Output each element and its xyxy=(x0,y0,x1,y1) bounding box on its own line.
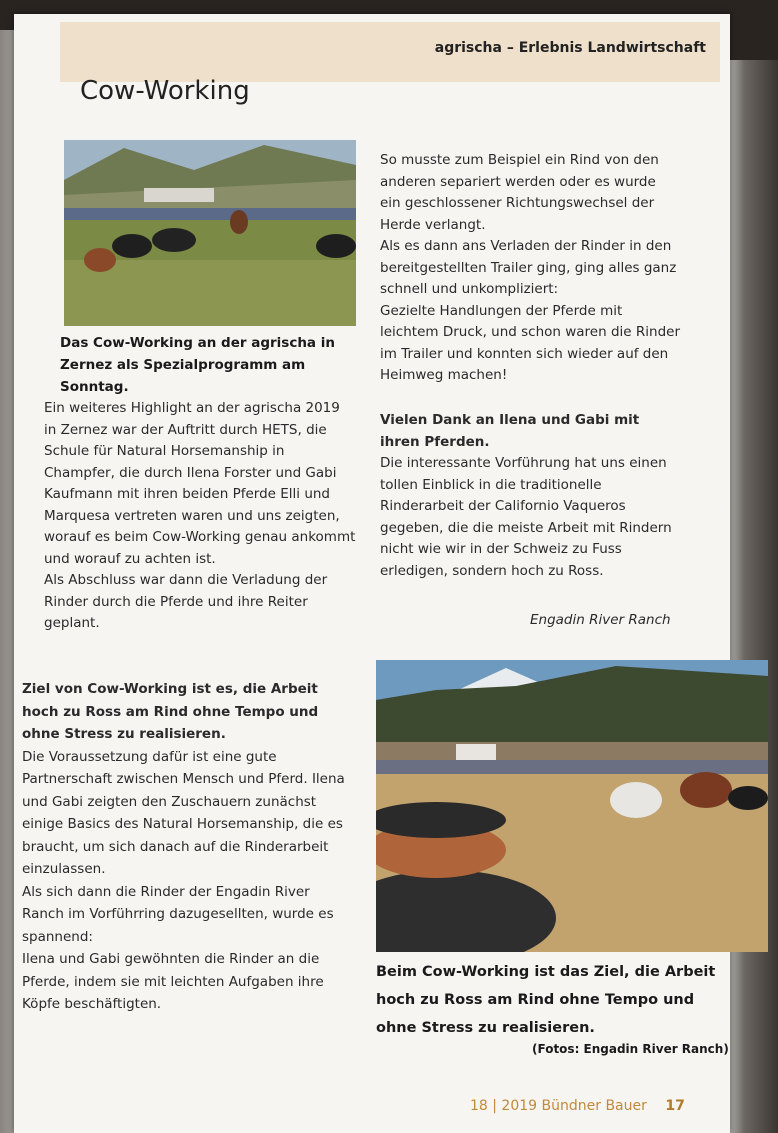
thanks-heading: Vielen Dank an Ilena und Gabi mit ihren Pferden. xyxy=(380,412,640,450)
left-column-upper xyxy=(44,398,356,635)
photo-credit: (Fotos: Engadin River Ranch) xyxy=(532,1042,729,1056)
paragraph: Gezielte Handlungen der Pferde mit leichtem Druck, und schon waren die Rinder im Trailer und konnten sich wieder auf den Heimweg machen! xyxy=(380,302,680,383)
paragraph: Als sich dann die Rinder der Engadin River Ranch im Vorführring dazugesellten, wurde es spannend: xyxy=(22,883,334,945)
right-column-upper xyxy=(380,150,680,387)
photo-riders-with-cattle xyxy=(376,660,768,952)
page-footer xyxy=(470,1098,685,1114)
issue-info: 18 | 2019 Bündner Bauer xyxy=(470,1098,647,1114)
book-edge xyxy=(722,60,778,1133)
paragraph: Die interessante Vorführung hat uns einen tollen Einblick in die traditionelle Rinderarbeit der Californio Vaqueros gegeben, die die meiste Arbeit mit Rindern nicht wie wir in der Schweiz zu Fuss erledigen, sondern hoch zu Ross. xyxy=(380,455,672,579)
header-band xyxy=(60,22,720,82)
photo2-caption: Beim Cow-Working ist das Ziel, die Arbeit hoch zu Ross am Rind ohne Tempo und ohne Stress zu realisieren. xyxy=(376,964,716,1036)
section-header: agrischa – Erlebnis Landwirtschaft xyxy=(434,40,706,56)
photo1-caption: Das Cow-Working an der agrischa in Zernez als Spezialprogramm am Sonntag. xyxy=(60,335,335,395)
paragraph: Ein weiteres Highlight an der agrischa 2019 in Zernez war der Auftritt durch HETS, die Schule für Natural Horsemanship in Champfer, die durch Ilena Forster und Gabi Kaufmann mit ihren beiden Pferde Elli und Marquesa vertreten waren und uns zeigten, worauf es beim Cow-Working genau ankommt und worauf zu achten ist. xyxy=(44,400,356,567)
paragraph: Als es dann ans Verladen der Rinder in den bereitgestellten Trailer ging, ging alles ganz schnell und unkompliziert: xyxy=(380,238,677,297)
paragraph: So musste zum Beispiel ein Rind von den anderen separiert werden oder es wurde ein geschlossener Richtungswechsel der Herde verlangt. xyxy=(380,152,659,233)
page-title: Cow-Working xyxy=(80,76,250,106)
right-column-middle xyxy=(380,410,680,582)
lead-statement: Ziel von Cow-Working ist es, die Arbeit hoch zu Ross am Rind ohne Tempo und ohne Stress zu realisieren. xyxy=(22,681,319,742)
left-column-lower xyxy=(22,678,352,1016)
paragraph: Als Abschluss war dann die Verladung der Rinder durch die Pferde und ihre Reiter geplant. xyxy=(44,572,328,631)
paragraph: Ilena und Gabi gewöhnten die Rinder an die Pferde, indem sie mit leichten Aufgaben ihre Köpfe beschäftigten. xyxy=(22,951,324,1012)
page-number: 17 xyxy=(665,1098,685,1114)
photo-cow-working-arena xyxy=(64,140,356,326)
riders-photo-illustration xyxy=(376,660,768,952)
arena-photo-illustration xyxy=(64,140,356,326)
signature: Engadin River Ranch xyxy=(530,612,671,628)
paragraph: Die Voraussetzung dafür ist eine gute Partnerschaft zwischen Mensch und Pferd. Ilena und Gabi zeigten den Zuschauern zunächst einige Basics des Natural Horsemanship, die es braucht, um sich danach auf die Rinderarbeit einzulassen. xyxy=(22,748,345,877)
